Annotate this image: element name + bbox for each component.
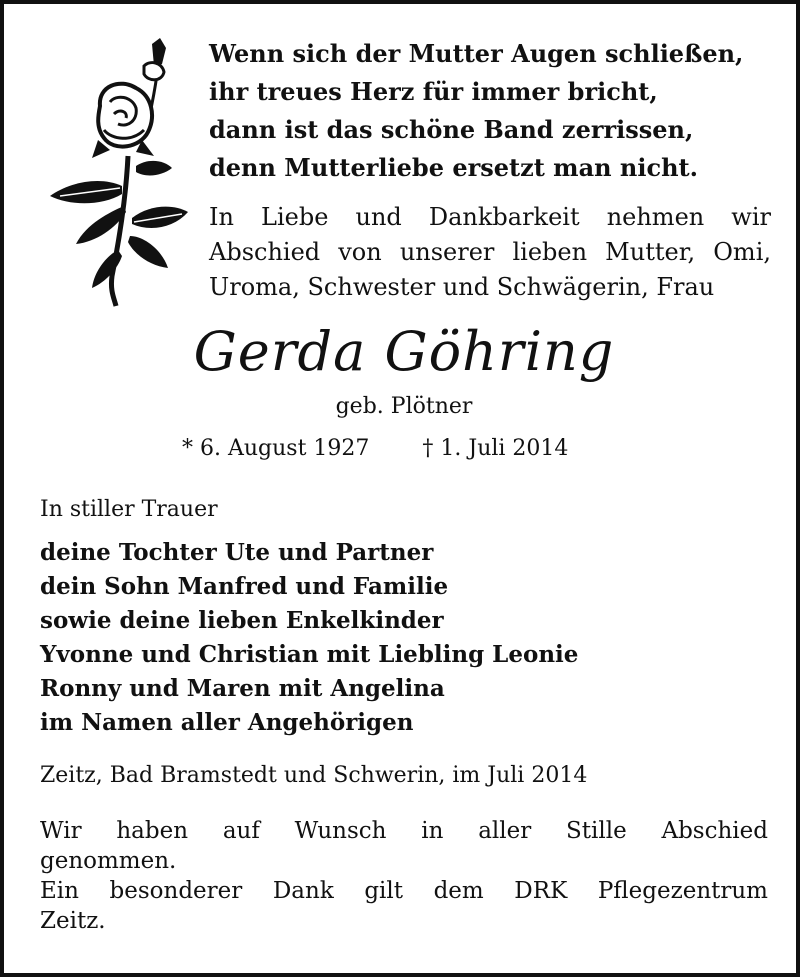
mourner-line: dein Sohn Manfred und Familie xyxy=(40,573,449,600)
poem-line: ihr treues Herz für immer bricht, xyxy=(209,77,658,106)
deceased-name: Gerda Göhring xyxy=(193,320,615,383)
poem-line: denn Mutterliebe ersetzt man nicht. xyxy=(209,153,698,182)
birth-date: * 6. August 1927 xyxy=(182,436,370,461)
farewell-text xyxy=(209,200,771,305)
mourner-line: Ronny und Maren mit Angelina xyxy=(40,675,445,702)
mourners-list xyxy=(40,536,578,740)
note-line: Ein besonderer Dank gilt dem DRK Pflegezentrum xyxy=(40,878,768,904)
poem-line: dann ist das schöne Band zerrissen, xyxy=(209,115,694,144)
closing-notes xyxy=(40,816,768,936)
note-line: genommen. xyxy=(40,848,177,874)
death-date: † 1. Juli 2014 xyxy=(422,436,569,461)
mourning-intro: In stiller Trauer xyxy=(40,497,218,522)
farewell-line: Abschied von unserer lieben Mutter, Omi, xyxy=(209,238,771,266)
maiden-name: geb. Plötner xyxy=(335,394,473,419)
poem-verse xyxy=(209,35,743,187)
mourner-line: im Namen aller Angehörigen xyxy=(40,709,414,736)
place-and-date: Zeitz, Bad Bramstedt und Schwerin, im Juli 2014 xyxy=(40,763,588,788)
mourner-line: sowie deine lieben Enkelkinder xyxy=(40,607,444,634)
note-line: Zeitz. xyxy=(40,908,106,934)
note-line: Wir haben auf Wunsch in aller Stille Abschied xyxy=(40,818,768,844)
farewell-line: Uroma, Schwester und Schwägerin, Frau xyxy=(209,273,715,301)
life-dates xyxy=(182,436,568,461)
farewell-line: In Liebe und Dankbarkeit nehmen wir xyxy=(209,203,771,231)
poem-line: Wenn sich der Mutter Augen schließen, xyxy=(209,39,744,68)
mourner-line: Yvonne und Christian mit Liebling Leonie xyxy=(40,641,579,668)
rose-icon xyxy=(40,36,190,308)
mourner-line: deine Tochter Ute und Partner xyxy=(40,539,434,566)
